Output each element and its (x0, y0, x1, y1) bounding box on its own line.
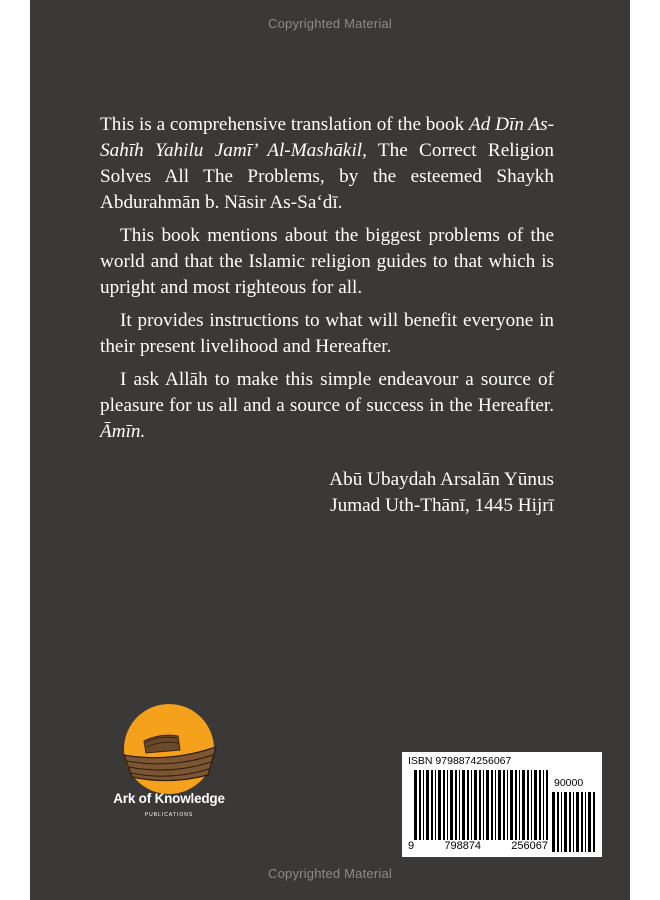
barcode-bar (503, 770, 505, 840)
amin-word: Āmīn. (100, 421, 146, 442)
watermark-top: Copyrighted Material (268, 16, 392, 31)
blurb-p1-rest: , The Correct Religion Solves All The Problems, by the esteemed Shaykh Abdurahmān b. Nāsir As-Sa‘dī. (100, 140, 554, 213)
publisher-name: Ark of Knowledge (113, 791, 225, 806)
barcode-bar (588, 792, 591, 852)
barcode-bar (557, 792, 559, 852)
barcode-bar (443, 770, 445, 840)
barcode-bar (467, 770, 469, 840)
barcode-bar (576, 792, 579, 852)
barcode-bar (471, 770, 472, 840)
barcode-bar (552, 792, 555, 852)
publisher-logo (104, 703, 234, 833)
watermark-bottom: Copyrighted Material (268, 866, 392, 881)
blurb-paragraph-3: It provides instructions to what will benefit everyone in their present livelihood and Hereafter. (100, 310, 554, 357)
barcode-bar (585, 792, 586, 852)
barcode-bar (491, 770, 493, 840)
barcode-digits (408, 840, 548, 852)
barcode-bar (522, 770, 525, 840)
barcode-bar (419, 770, 421, 840)
barcode-bar (435, 770, 436, 840)
back-cover (30, 0, 630, 900)
barcode-bar (462, 770, 465, 840)
barcode-bar (438, 770, 441, 840)
price-code: 90000 (554, 777, 584, 789)
barcode-bar (507, 770, 508, 840)
book-arabic-title: Ad Dīn As-Sahīh Yahilu Jamī’ Al-Mashākil (100, 114, 555, 161)
barcode-bar (510, 770, 513, 840)
barcode-bar (474, 770, 477, 840)
barcode-bar (447, 770, 448, 840)
barcode-bar (519, 770, 520, 840)
blurb-p4-text: I ask Allāh to make this simple endeavour a source of pleasure for us all and a source of success in the Hereafter. (100, 369, 554, 416)
translation-date: Jumad Uth-Thānī, 1445 Hijrī (330, 495, 554, 516)
barcode-digit-first: 9 (408, 840, 415, 852)
barcode-bar (546, 770, 548, 840)
barcode-bar (495, 770, 496, 840)
barcode-bar (498, 770, 501, 840)
barcode-bar (414, 770, 417, 840)
blurb-paragraph-1 (100, 112, 554, 216)
translator-name: Abū Ubaydah Arsalān Yūnus (329, 469, 554, 490)
barcode-bar (515, 770, 517, 840)
isbn-barcode (402, 752, 602, 857)
blurb-text (100, 112, 554, 452)
barcode-bar (486, 770, 489, 840)
barcode-bar (561, 792, 562, 852)
barcode-bar (564, 792, 567, 852)
blurb-paragraph-4 (100, 367, 554, 445)
barcode-bar (455, 770, 457, 840)
barcode-bar (534, 770, 537, 840)
barcode-digit-group-1: 798874 (444, 840, 482, 852)
isbn-label: ISBN 9798874256067 (408, 755, 512, 767)
publisher-subtitle: PUBLICATIONS (144, 812, 194, 818)
barcode-bar (426, 770, 429, 840)
translator-signature (300, 467, 554, 519)
barcode-bar (581, 792, 583, 852)
barcode-bar (459, 770, 460, 840)
barcode-bar (483, 770, 484, 840)
blurb-p1-intro: This is a comprehensive translation of the book (100, 114, 470, 135)
blurb-paragraph-2: This book mentions about the biggest problems of the world and that the Islamic religion guides to that which is upright and most righteous for all. (100, 225, 554, 298)
barcode-digit-group-2: 256067 (511, 840, 548, 852)
barcode-bar (479, 770, 481, 840)
barcode-bar (527, 770, 529, 840)
barcode-bar (569, 792, 571, 852)
barcode-bar (423, 770, 424, 840)
barcode-bar (431, 770, 433, 840)
barcode-bar (573, 792, 574, 852)
barcode-bar (593, 792, 595, 852)
barcode-bar (543, 770, 544, 840)
barcode-bar (531, 770, 532, 840)
barcode-bar (450, 770, 453, 840)
barcode-bar (539, 770, 541, 840)
